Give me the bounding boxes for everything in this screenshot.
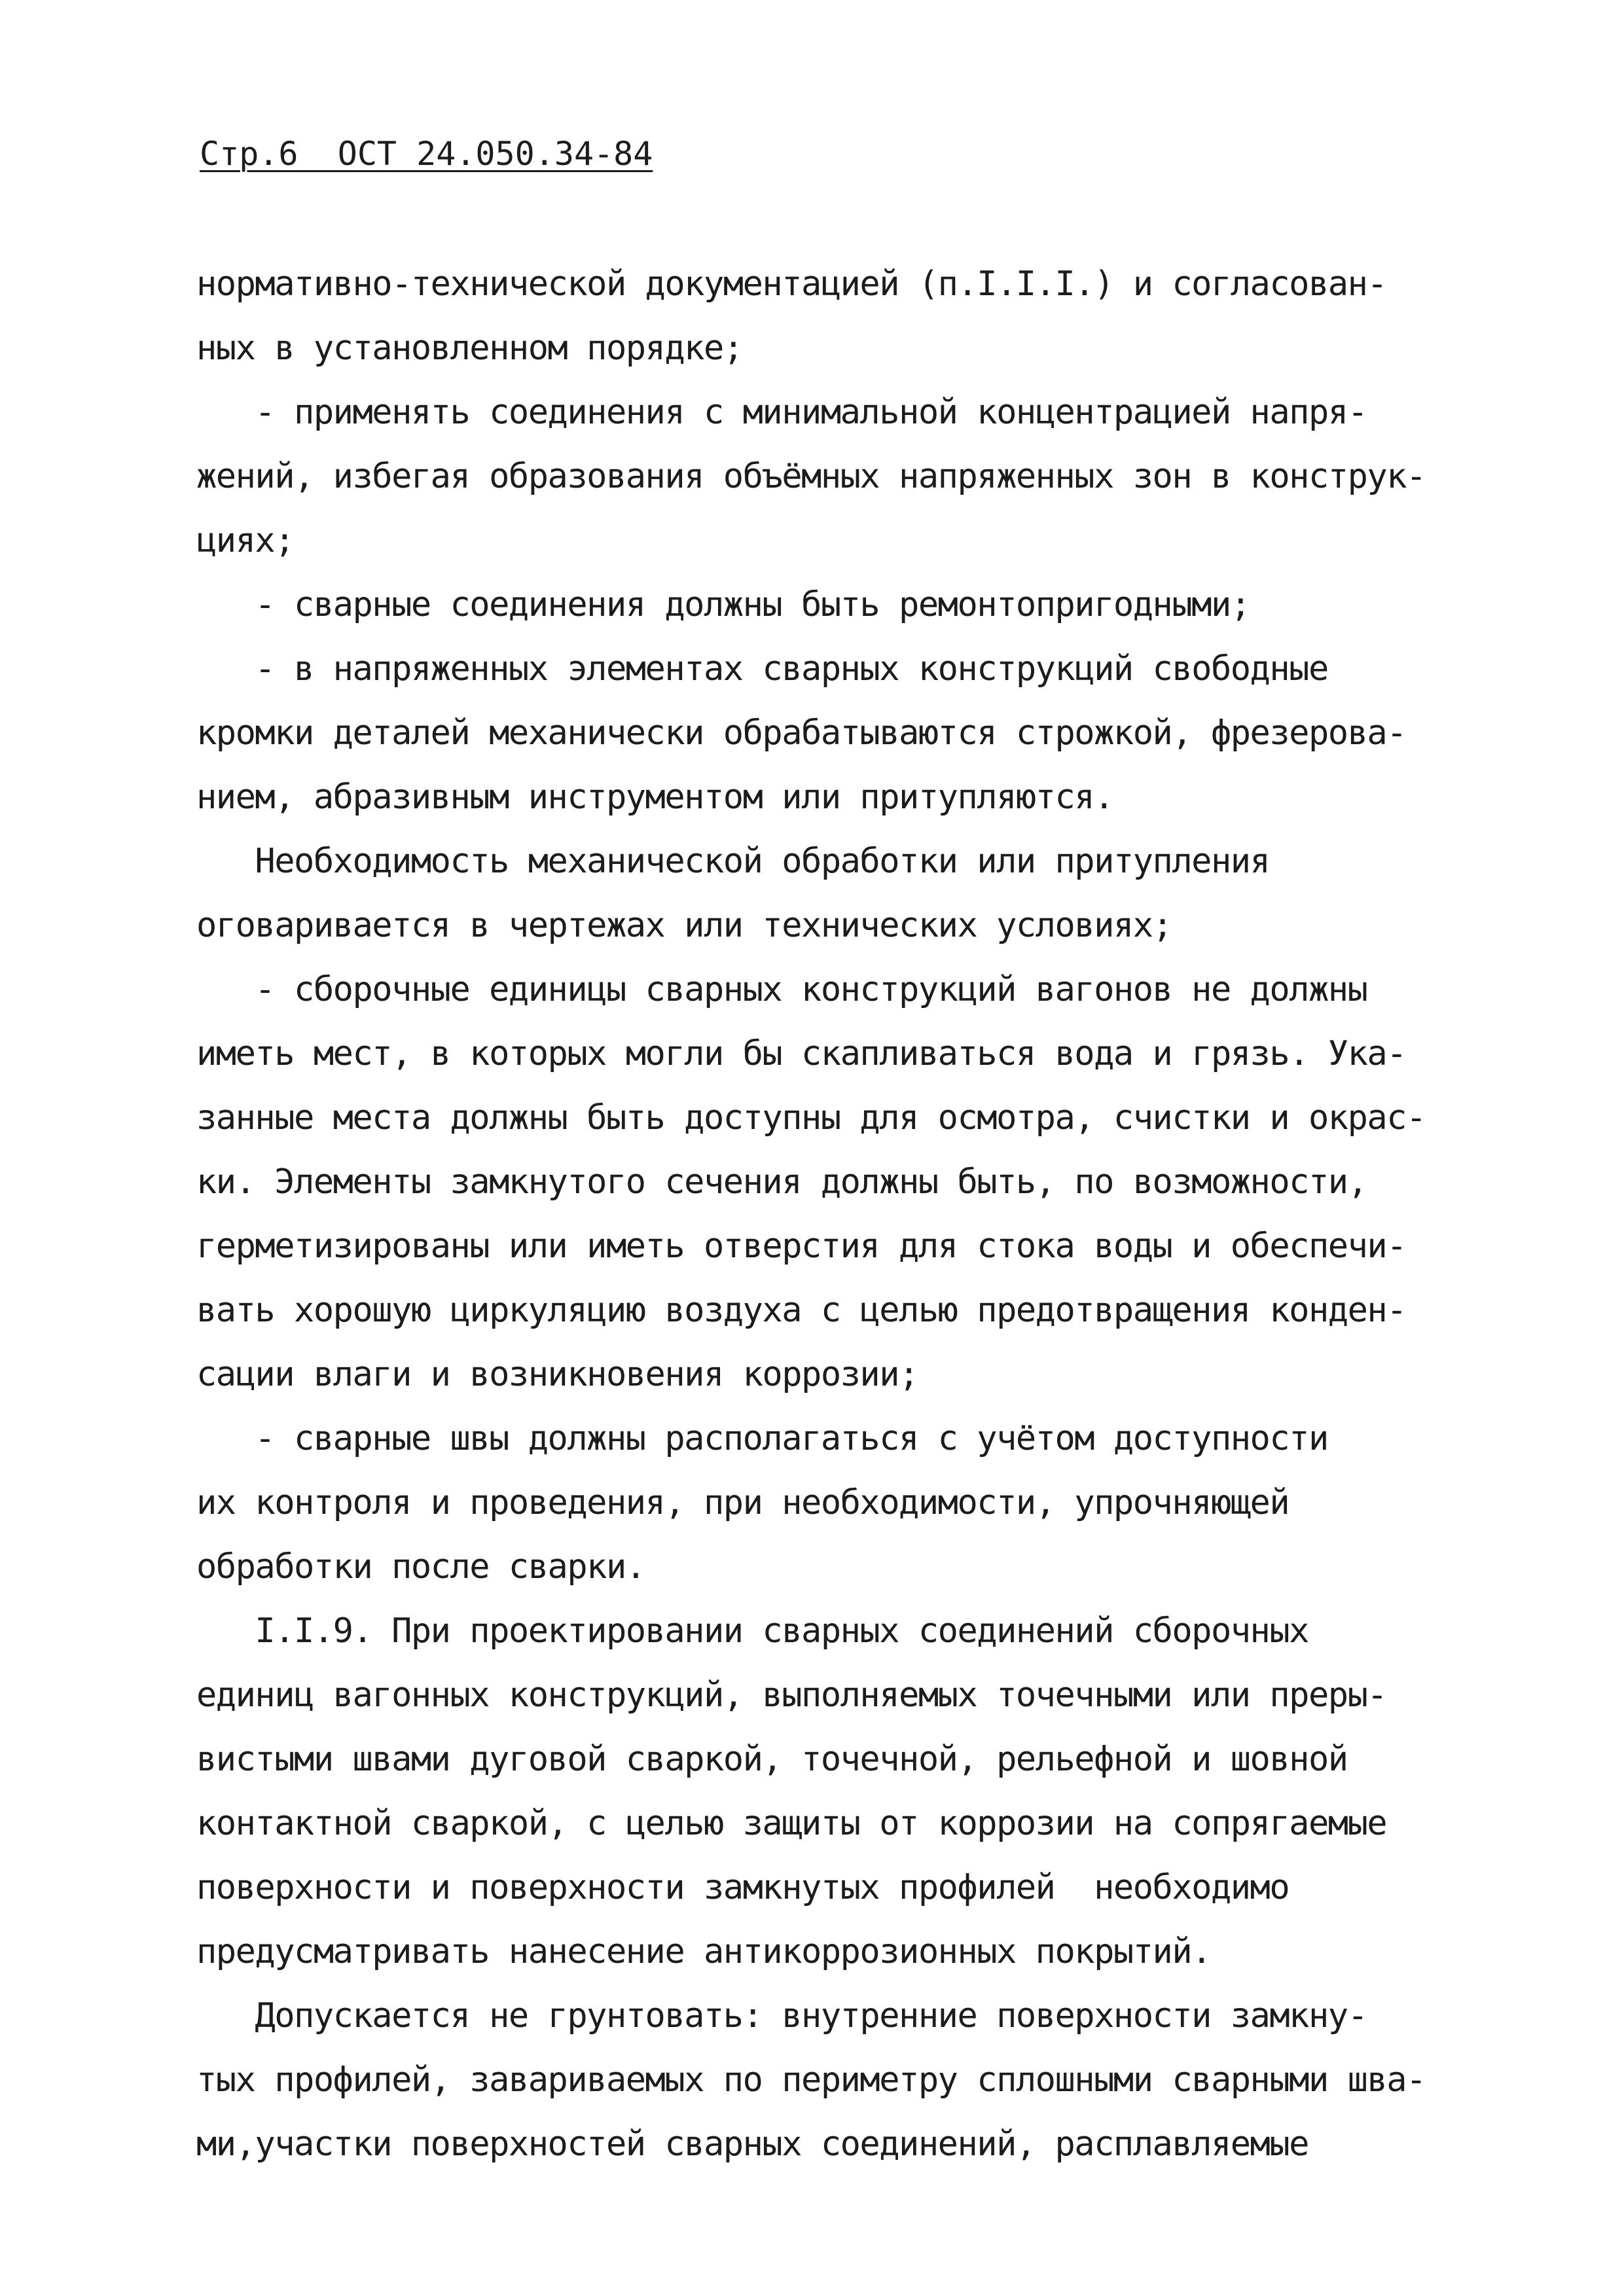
body-text xyxy=(196,252,1473,2176)
text-line: контактной сваркой, с целью защиты от коррозии на сопрягаемые xyxy=(196,1804,1387,1843)
text-line: Необходимость механической обработки или притупления xyxy=(196,842,1270,881)
text-line: ных в установленном порядке; xyxy=(196,329,743,368)
text-line: вать хорошую циркуляцию воздуха с целью предотвращения конден- xyxy=(196,1291,1407,1330)
text-line: - в напряженных элементах сварных конструкций свободные xyxy=(196,649,1328,689)
text-line: Допускается не грунтовать: внутренние поверхности замкну- xyxy=(196,1996,1367,2036)
text-line: поверхности и поверхности замкнутых профилей необходимо xyxy=(196,1868,1290,1907)
text-line: нием, абразивным инструментом или притупляются. xyxy=(196,778,1113,817)
text-line: их контроля и проведения, при необходимости, упрочняющей xyxy=(196,1483,1290,1522)
text-line: ки. Элементы замкнутого сечения должны быть, по возможности, xyxy=(196,1162,1367,1202)
text-line: предусматривать нанесение антикоррозионных покрытий. xyxy=(196,1932,1211,1971)
text-line: занные места должны быть доступны для осмотра, счистки и окрас- xyxy=(196,1098,1426,1138)
text-line: сации влаги и возникновения коррозии; xyxy=(196,1355,918,1394)
text-line: оговаривается в чертежах или технических условиях; xyxy=(196,906,1172,945)
text-line: - применять соединения с минимальной концентрацией напря- xyxy=(196,393,1367,432)
text-line: - сборочные единицы сварных конструкций вагонов не должны xyxy=(196,970,1367,1009)
text-line: I.I.9. При проектировании сварных соединений сборочных xyxy=(196,1611,1308,1651)
text-line: - сварные соединения должны быть ремонтопригодными; xyxy=(196,585,1250,624)
text-line: иметь мест, в которых могли бы скапливаться вода и грязь. Ука- xyxy=(196,1034,1407,1073)
text-line: ми,участки поверхностей сварных соединений, расплавляемые xyxy=(196,2125,1308,2164)
page-header: Стр.6 ОСТ 24.050.34-84 xyxy=(200,135,653,173)
text-line: вистыми швами дуговой сваркой, точечной, рельефной и шовной xyxy=(196,1740,1348,1779)
text-line: кромки деталей механически обрабатываются строжкой, фрезерова- xyxy=(196,713,1407,753)
text-line: циях; xyxy=(196,521,295,560)
text-line: - сварные швы должны располагаться с учётом доступности xyxy=(196,1419,1328,1458)
text-line: тых профилей, завариваемых по периметру сплошными сварными шва- xyxy=(196,2060,1426,2100)
text-line: герметизированы или иметь отверстия для стока воды и обеспечи- xyxy=(196,1227,1407,1266)
text-line: жений, избегая образования объёмных напряженных зон в конструк- xyxy=(196,457,1426,496)
text-line: нормативно-технической документацией (п.I.I.I.) и согласован- xyxy=(196,264,1387,304)
text-line: единиц вагонных конструкций, выполняемых точечными или преры- xyxy=(196,1676,1387,1715)
text-line: обработки после сварки. xyxy=(196,1547,645,1587)
